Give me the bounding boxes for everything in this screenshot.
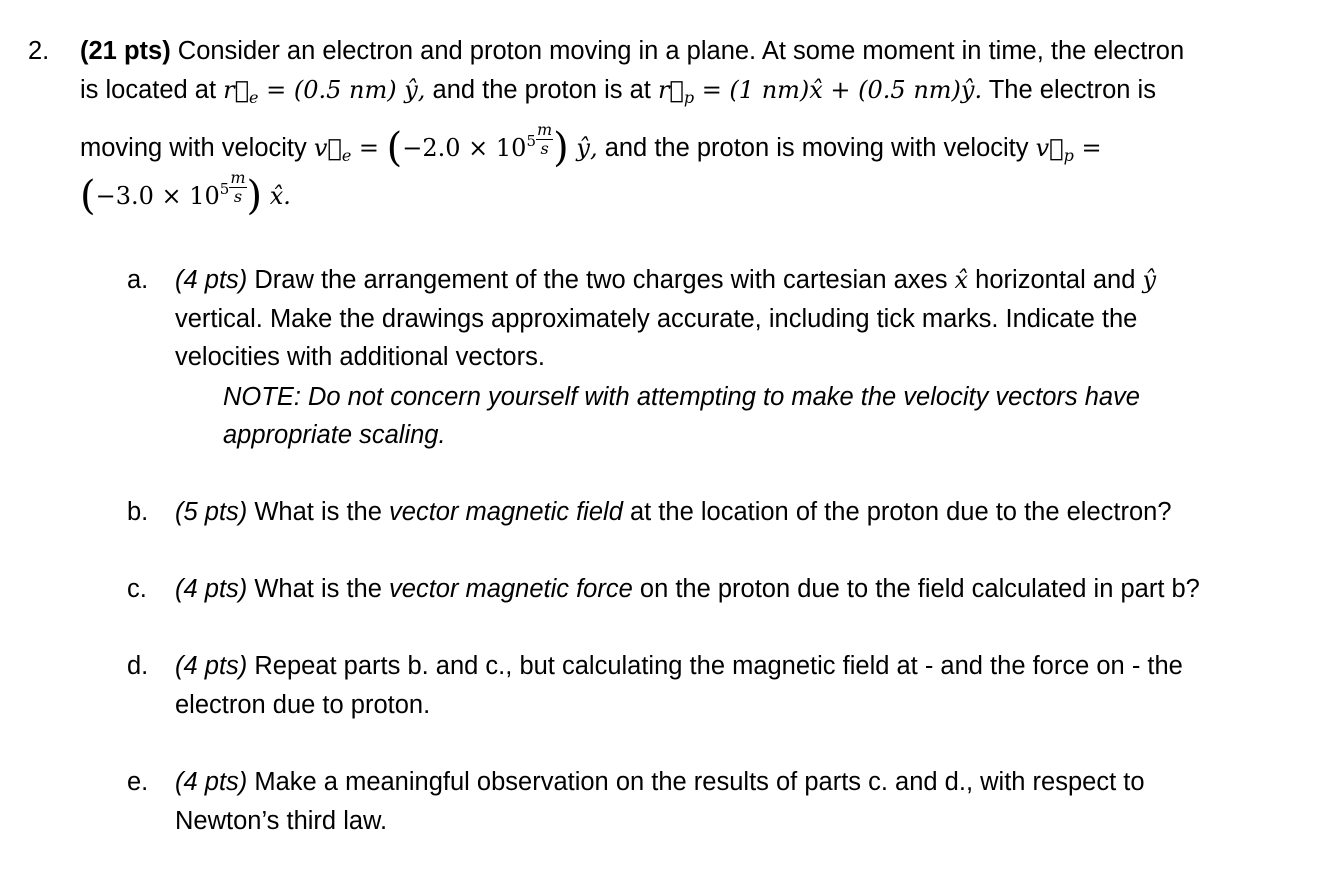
part-e-line-1: [175, 767, 1145, 798]
part-b-text-2: at the location of the proton due to the electron?: [622, 498, 1172, 526]
vp-equals: =: [1073, 134, 1102, 162]
problem-intro-line-2: [80, 75, 1156, 107]
part-b-label: b.: [127, 498, 149, 526]
part-d-line-2: electron due to proton.: [175, 691, 431, 719]
part-d-label: d.: [127, 652, 149, 680]
ve-open-paren: (: [386, 125, 403, 171]
part-a-label: a.: [127, 266, 149, 294]
y-hat-symbol: ŷ: [1142, 266, 1157, 294]
ve-unit-denominator: s: [540, 139, 549, 158]
electron-velocity-symbol: [313, 134, 352, 165]
part-a-note-line-1: NOTE: Do not concern yourself with attempting to make the velocity vectors have: [223, 383, 1140, 411]
part-b-text-1: What is the: [247, 498, 390, 526]
part-a-text-1b: horizontal and: [968, 266, 1143, 294]
part-c-emphasis: vector magnetic force: [389, 575, 633, 603]
part-c-label: c.: [127, 575, 147, 603]
ve-unit-numerator: m: [537, 120, 553, 139]
ve-unit-fraction: [536, 122, 553, 157]
vp-open-paren: (: [80, 173, 96, 219]
x-hat-symbol: x̂: [954, 266, 969, 294]
part-c-text-1: What is the: [247, 575, 390, 603]
part-b-line-1: [175, 497, 1172, 528]
problem-number: 2.: [28, 37, 50, 65]
problem-intro-line-4: [80, 168, 291, 219]
rp-subscript: p: [683, 88, 695, 107]
ve-subscript: e: [341, 146, 352, 165]
re-subscript: e: [249, 88, 259, 107]
electron-position-symbol: [223, 76, 259, 107]
problem-points: (21 pts): [80, 37, 171, 65]
intro-text-3a: moving with velocity: [80, 134, 314, 162]
proton-position-value: = (1 nm)x̂ + (0.5 nm)ŷ.: [694, 76, 983, 104]
ve-coefficient: −2.0 × 10: [402, 134, 527, 162]
part-a-line-1: [175, 265, 1156, 296]
part-d-text-1: Repeat parts b. and c., but calculating the magnetic field at - and the force on - the: [247, 652, 1183, 680]
intro-text-2a: is located at: [80, 76, 224, 104]
part-a-points: (4 pts): [175, 266, 248, 294]
ve-equals: =: [351, 134, 387, 162]
part-c-points: (4 pts): [175, 575, 248, 603]
ve-exponent: 5: [526, 132, 536, 150]
part-d-points: (4 pts): [175, 652, 248, 680]
vp-unit-fraction: [229, 170, 246, 205]
intro-text-3b: and the proton is moving with velocity: [597, 134, 1036, 162]
problem-intro-line-1: [80, 36, 1184, 67]
electron-position-value: = (0.5 nm) ŷ,: [258, 76, 426, 104]
vp-unit-denominator: s: [233, 187, 243, 206]
rp-symbol: r⃗: [657, 76, 684, 104]
part-e-line-2: Newton’s third law.: [175, 807, 388, 835]
vp-unit-numerator: m: [230, 168, 246, 187]
part-a-text-1a: Draw the arrangement of the two charges with cartesian axes: [247, 266, 955, 294]
part-a-note-line-2: appropriate scaling.: [223, 421, 446, 449]
ve-symbol: v⃗: [313, 134, 342, 162]
proton-position-symbol: [657, 76, 695, 107]
problem-intro-line-3: [80, 120, 1102, 171]
re-symbol: r⃗: [223, 76, 250, 104]
part-e-text-1: Make a meaningful observation on the results of parts c. and d., with respect to: [247, 768, 1145, 796]
vp-coefficient: −3.0 × 10: [95, 182, 220, 210]
intro-text-2b: and the proton is at: [425, 76, 658, 104]
intro-text-2c: The electron is: [982, 76, 1156, 104]
part-c-line-1: [175, 574, 1200, 605]
vp-symbol: v⃗: [1035, 134, 1064, 162]
part-e-points: (4 pts): [175, 768, 248, 796]
part-c-text-2: on the proton due to the field calculated in part b?: [632, 575, 1200, 603]
vp-subscript: p: [1063, 146, 1074, 165]
part-b-emphasis: vector magnetic field: [389, 498, 623, 526]
part-a-line-2: vertical. Make the drawings approximately accurate, including tick marks. Indicate the: [175, 305, 1138, 333]
vp-close-paren: ): [246, 173, 263, 219]
vp-exponent: 5: [219, 180, 230, 198]
ve-close-paren: ): [553, 125, 569, 171]
part-b-points: (5 pts): [175, 498, 248, 526]
intro-text-1: Consider an electron and proton moving in a plane. At some moment in time, the electron: [170, 37, 1185, 65]
ve-direction: ŷ,: [568, 134, 598, 162]
proton-velocity-symbol: [1035, 134, 1074, 165]
vp-direction: x̂.: [262, 182, 291, 210]
part-a-line-3: velocities with additional vectors.: [175, 343, 545, 371]
part-d-line-1: [175, 651, 1183, 682]
part-e-label: e.: [127, 768, 149, 796]
